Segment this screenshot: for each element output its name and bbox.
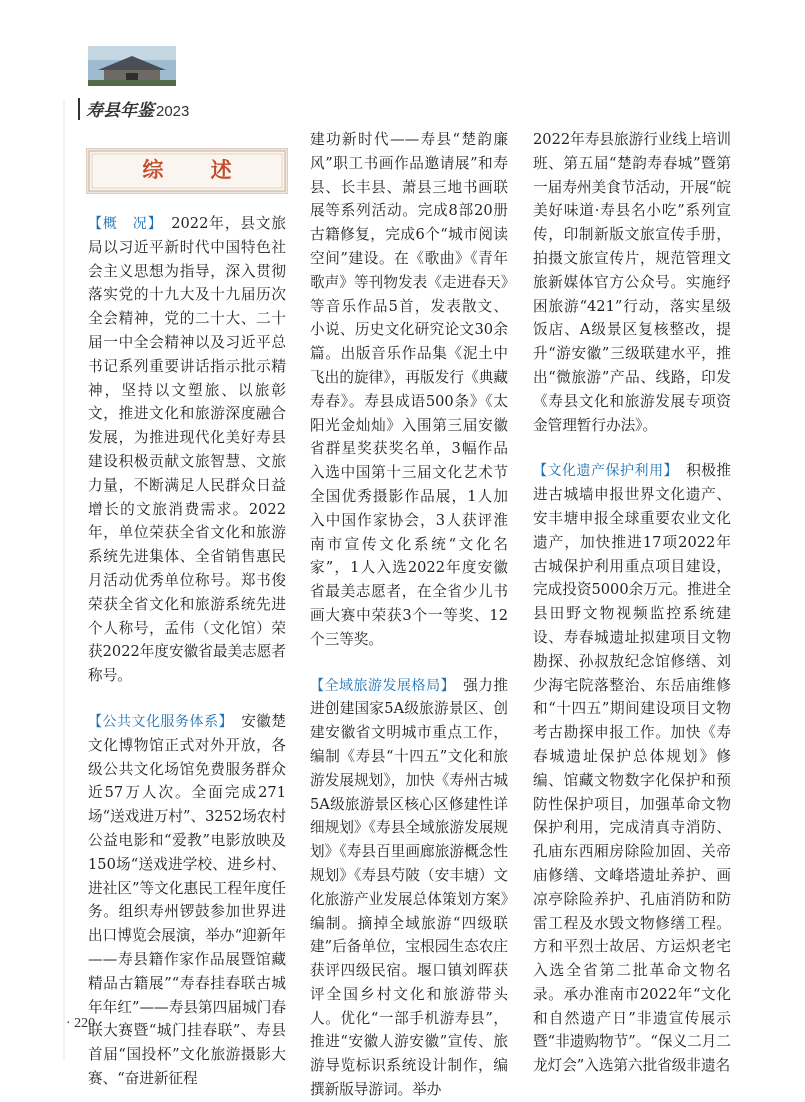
yearbook-year: 2023 bbox=[156, 103, 190, 120]
header-yearbook-title bbox=[86, 96, 189, 121]
text-column-3 bbox=[533, 128, 731, 1078]
paragraph-body: 积极推进古城墙申报世界文化遗产、安丰塘申报全球重要农业文化遗产，加快推进17项2022年古城保护利用重点项目建设，完成投资5000余万元。推进全县田野文物视频监控系统建设、寿春城遗址拟建项目文物勘探、孙叔敖纪念馆修缮、刘少海宅院落整治、东岳庙维修和“十四五”期间建设项目文物考古勘探申报工作。加快《寿春城遗址保护总体规划》修编、馆藏文物数字化保护和预防性保护项目，加强革命文物保护利用，完成清真寺消防、孔庙东西厢房除险加固、关帝庙修缮、文峰塔遗址养护、画凉亭除险养护、孔庙消防和防雷工程及水毁文物修缮工程。方和平烈士故居、方运炽老宅入选全省第二批革命文物名录。承办淮南市2022年“文化和自然遗产日”非遗宣传展示暨“非遗购物节”。“保义二月二龙灯会”入选第六批省级非遗名 bbox=[533, 462, 731, 1075]
paragraph-body: 2022年寿县旅游行业线上培训班、第五届“楚韵寿春城”暨第一届寿州美食节活动，开展“皖美好味道·寿县名小吃”系列宣传，印制新版文旅宣传手册，拍摄文旅宣传片，规范管理文旅新媒体官方公众号。实施纾困旅游“421”行动，落实星级饭店、A级景区复核整改，提升“游安徽”三级联建水平，推出“微旅游”产品、线路，印发《寿县文化和旅游发展专项资金管理暂行办法》。 bbox=[533, 131, 731, 434]
paragraph-heading: 【概 况】 bbox=[88, 215, 156, 231]
paragraph-continued bbox=[310, 128, 508, 652]
paragraph-heading: 【全域旅游发展格局】 bbox=[310, 676, 449, 693]
paragraph-body: 建功新时代——寿县“楚韵廉风”职工书画作品邀请展”和寿县、长丰县、萧县三地书画联展等系列活动。完成8部20册古籍修复，完成6个“城市阅读空间”建设。在《歌曲》《青年歌声》等刊物发表《走进春天》等音乐作品5首，发表散文、小说、历史文化研究论文30余篇。出版音乐作品集《泥土中飞出的旋律》，再版发行《典藏寿春》。寿县成语500条》《太阳光金灿灿》入围第三届安徽省群星奖获奖名单，3幅作品入选中国第十三届文化艺术节全国优秀摄影作品展，1人加入中国作家协会，3人获评淮南市宣传文化系统“文化名家”，1人入选2022年度安徽省最美志愿者，在全省少儿书画大赛中荣获3个一等奖、12个三等奖。 bbox=[310, 131, 508, 648]
header-left-rule bbox=[78, 98, 80, 120]
page-side-ornament bbox=[57, 100, 71, 1060]
paragraph-body: 2022年，县文旅局以习近平新时代中国特色社会主义思想为指导，深入贯彻落实党的十九大及十九届历次全会精神，党的二十大、二十届一中全会精神以及习近平总书记系列重要讲话指示批示精神，坚持以文塑旅、以旅彰文，推进文化和旅游深度融合发展，为推进现代化美好寿县建设积极贡献文旅智慧、文旅力量，不断满足人民群众日益增长的文旅消费需求。2022年，单位荣获全省文化和旅游系统先进集体、全省销售惠民月活动优秀单位称号。郑书俊荣获全省文化和旅游系统先进个人称号，孟伟（文化馆）荣获2022年度安徽省最美志愿者称号。 bbox=[88, 215, 287, 685]
header-city-gate-image bbox=[88, 46, 176, 86]
section-title: 综 述 bbox=[142, 157, 252, 182]
yearbook-name: 寿县年鉴 bbox=[86, 101, 154, 121]
paragraph-heading: 【文化遗产保护利用】 bbox=[533, 462, 672, 479]
paragraph-overview bbox=[88, 212, 286, 688]
paragraph-body: 安徽楚文化博物馆正式对外开放，各级公共文化场馆免费服务群众近57万人次。全面完成271场“送戏进万村”、3252场农村公益电影和“爱教”电影放映及150场“送戏进学校、进乡村、进社区”等文化惠民工程年度任务。组织寿州锣鼓参加世界进出口博览会展演，举办“迎新年——寿县籍作家作品展暨馆藏精品古籍展”“寿春挂春联古城年年红”——寿县第四届城门春联大赛暨“城门挂春联”、寿县首届“国投杯”文化旅游摄影大赛、“奋进新征程 bbox=[88, 712, 286, 1087]
text-column-1 bbox=[88, 212, 286, 1091]
paragraph-continued bbox=[533, 128, 731, 437]
text-column-2 bbox=[310, 128, 508, 1102]
page-number: · 220 · bbox=[66, 1016, 104, 1031]
paragraph-public-culture bbox=[88, 710, 286, 1091]
paragraph-heading: 【公共文化服务体系】 bbox=[88, 712, 227, 729]
paragraph-tourism-development bbox=[310, 674, 508, 1102]
paragraph-heritage-protection bbox=[533, 459, 731, 1078]
paragraph-body: 强力推进创建国家5A级旅游景区、创建安徽省文明城市重点工作，编制《寿县“十四五”文化和旅游发展规划》，加快《寿州古城5A级旅游景区核心区修建性详细规划》《寿县全域旅游发展规划》《寿县百里画廊旅游概念性规划》《寿县芍陂（安丰塘）文化旅游产业发展总体策划方案》编制。摘掉全域旅游“四级联建”后备单位，宝根园生态农庄获评四级民宿。堰口镇刘晖获评全国乡村文化和旅游带头人。优化“一部手机游寿县”，推进“安徽人游安徽”宣传、旅游导览标识系统设计制作，编撰新版导游词。举办 bbox=[310, 676, 508, 1099]
section-title-box bbox=[86, 148, 288, 194]
